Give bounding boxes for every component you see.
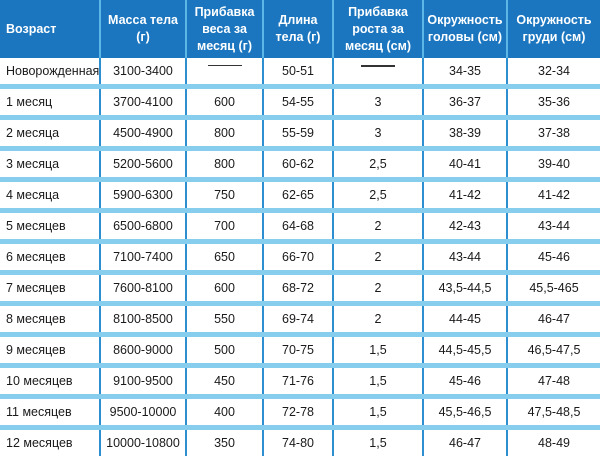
- table-cell: 5 месяцев: [0, 211, 100, 242]
- table-cell: 37-38: [507, 118, 600, 149]
- table-cell: 1 месяц: [0, 87, 100, 118]
- table-cell: 47,5-48,5: [507, 397, 600, 428]
- dash-line: [208, 65, 242, 66]
- table-cell: 2: [333, 273, 423, 304]
- table-row: [0, 180, 600, 211]
- table-cell: 10000-10800: [100, 428, 186, 456]
- table-row: [0, 118, 600, 149]
- header-body-mass: Масса тела (г): [100, 0, 186, 58]
- table-cell: Новорожденная: [0, 58, 100, 87]
- table-cell: 43-44: [507, 211, 600, 242]
- table-cell: 600: [186, 87, 263, 118]
- table-cell: 8100-8500: [100, 304, 186, 335]
- table-cell: 45,5-46,5: [423, 397, 507, 428]
- table-row: [0, 87, 600, 118]
- table-cell: 46-47: [507, 304, 600, 335]
- table-cell: 9100-9500: [100, 366, 186, 397]
- table-row: [0, 304, 600, 335]
- table-body: [0, 58, 600, 456]
- table-cell: 7600-8100: [100, 273, 186, 304]
- table-cell: 450: [186, 366, 263, 397]
- table-row: [0, 149, 600, 180]
- table-row: [0, 366, 600, 397]
- table-cell: 74-80: [263, 428, 333, 456]
- table-cell: 39-40: [507, 149, 600, 180]
- table-cell: 4 месяца: [0, 180, 100, 211]
- table-cell: 34-35: [423, 58, 507, 87]
- table-row: [0, 397, 600, 428]
- table-cell: [333, 58, 423, 87]
- table-cell: 700: [186, 211, 263, 242]
- table-cell: 40-41: [423, 149, 507, 180]
- table-cell: 36-37: [423, 87, 507, 118]
- table-cell: 46-47: [423, 428, 507, 456]
- table-row: [0, 335, 600, 366]
- table-cell: 71-76: [263, 366, 333, 397]
- table-cell: 10 месяцев: [0, 366, 100, 397]
- table-cell: 43,5-44,5: [423, 273, 507, 304]
- table-row: [0, 428, 600, 456]
- table-cell: 55-59: [263, 118, 333, 149]
- table-cell: 48-49: [507, 428, 600, 456]
- table-cell: 7100-7400: [100, 242, 186, 273]
- table-cell: 550: [186, 304, 263, 335]
- table-cell: 72-78: [263, 397, 333, 428]
- table-cell: 350: [186, 428, 263, 456]
- table-cell: 70-75: [263, 335, 333, 366]
- table-cell: 68-72: [263, 273, 333, 304]
- table-cell: 750: [186, 180, 263, 211]
- table-cell: 600: [186, 273, 263, 304]
- table-cell: 12 месяцев: [0, 428, 100, 456]
- table-cell: 400: [186, 397, 263, 428]
- table-cell: 1,5: [333, 397, 423, 428]
- table-cell: 4500-4900: [100, 118, 186, 149]
- table-cell: 7 месяцев: [0, 273, 100, 304]
- table-cell: 6 месяцев: [0, 242, 100, 273]
- table-cell: 62-65: [263, 180, 333, 211]
- header-head-circumference: Окружность головы (см): [423, 0, 507, 58]
- table-cell: 800: [186, 118, 263, 149]
- table-cell: 8 месяцев: [0, 304, 100, 335]
- table-cell: 46,5-47,5: [507, 335, 600, 366]
- header-height-gain: Прибавка роста за месяц (см): [333, 0, 423, 58]
- table-cell: 2: [333, 304, 423, 335]
- table-cell: 47-48: [507, 366, 600, 397]
- header-age: Возраст: [0, 0, 100, 58]
- header-row: [0, 0, 600, 58]
- table-cell: 41-42: [423, 180, 507, 211]
- table-row: [0, 211, 600, 242]
- table-cell: [186, 58, 263, 87]
- table-cell: 9500-10000: [100, 397, 186, 428]
- table-row: [0, 242, 600, 273]
- table-cell: 3: [333, 118, 423, 149]
- table-cell: 66-70: [263, 242, 333, 273]
- table-cell: 43-44: [423, 242, 507, 273]
- dash-line: [361, 65, 395, 67]
- table-cell: 54-55: [263, 87, 333, 118]
- table-cell: 32-34: [507, 58, 600, 87]
- table-cell: 38-39: [423, 118, 507, 149]
- table-cell: 35-36: [507, 87, 600, 118]
- table-row: [0, 58, 600, 87]
- header-body-length: Длина тела (г): [263, 0, 333, 58]
- table-cell: 2: [333, 211, 423, 242]
- table-cell: 2,5: [333, 149, 423, 180]
- table-cell: 44,5-45,5: [423, 335, 507, 366]
- table-cell: 2,5: [333, 180, 423, 211]
- table-cell: 11 месяцев: [0, 397, 100, 428]
- table-cell: 1,5: [333, 366, 423, 397]
- table-cell: 800: [186, 149, 263, 180]
- table-cell: 8600-9000: [100, 335, 186, 366]
- table-cell: 1,5: [333, 335, 423, 366]
- table-cell: 1,5: [333, 428, 423, 456]
- table-cell: 3: [333, 87, 423, 118]
- table-cell: 3100-3400: [100, 58, 186, 87]
- table-cell: 6500-6800: [100, 211, 186, 242]
- table-cell: 2 месяца: [0, 118, 100, 149]
- table-cell: 42-43: [423, 211, 507, 242]
- table-cell: 44-45: [423, 304, 507, 335]
- table-cell: 60-62: [263, 149, 333, 180]
- table-cell: 64-68: [263, 211, 333, 242]
- table-cell: 650: [186, 242, 263, 273]
- table-cell: 41-42: [507, 180, 600, 211]
- table-cell: 3 месяца: [0, 149, 100, 180]
- table-cell: 5900-6300: [100, 180, 186, 211]
- table-cell: 50-51: [263, 58, 333, 87]
- table-cell: 45,5-465: [507, 273, 600, 304]
- table-cell: 69-74: [263, 304, 333, 335]
- table-cell: 45-46: [423, 366, 507, 397]
- table-cell: 2: [333, 242, 423, 273]
- header-weight-gain: Прибавка веса за месяц (г): [186, 0, 263, 58]
- table-cell: 3700-4100: [100, 87, 186, 118]
- table-cell: 5200-5600: [100, 149, 186, 180]
- table-cell: 45-46: [507, 242, 600, 273]
- header-chest-circumference: Окружность груди (см): [507, 0, 600, 58]
- table-row: [0, 273, 600, 304]
- table-cell: 9 месяцев: [0, 335, 100, 366]
- table-cell: 500: [186, 335, 263, 366]
